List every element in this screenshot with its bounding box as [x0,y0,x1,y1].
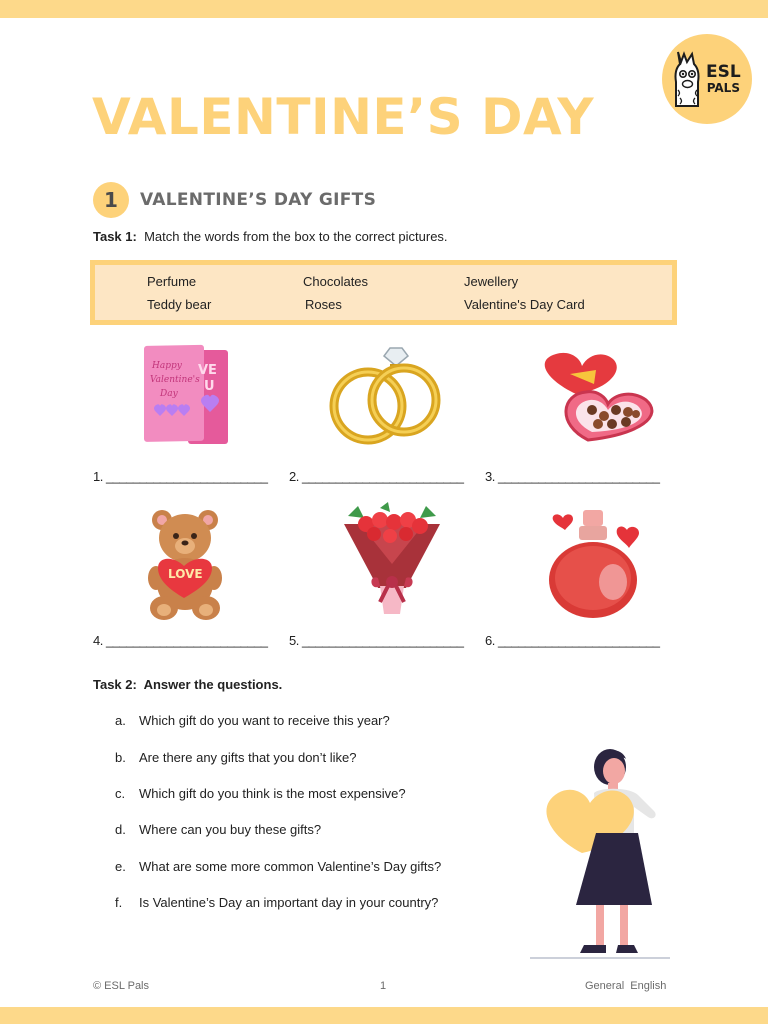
question-a [115,713,390,728]
answer-blank-1[interactable]: 1. ________________________ [93,469,268,484]
page-title: VALENTINE’S DAY [92,88,595,146]
answer-blank-4[interactable]: 4. ________________________ [93,633,268,648]
word-box-item: Roses [305,297,342,312]
card-text-line2: Valentine's [150,375,200,385]
section-number-badge: 1 [93,182,129,218]
llama-logo-icon [670,48,706,110]
question-text: What are some more common Valentine’s Day gifts? [139,859,442,874]
question-text: Is Valentine’s Day an important day in your country? [139,895,439,910]
question-letter: c. [115,786,126,801]
teddy-bear-picture [146,508,226,627]
answer-blank-6[interactable]: 6. ________________________ [485,633,660,648]
word-box-item: Chocolates [303,274,369,289]
word-box-item: Jewellery [464,274,519,289]
question-c [115,786,406,801]
top-accent-bar [0,0,768,18]
task1-label: Task 1: [93,229,137,244]
answer-blank-3[interactable]: 3. ________________________ [485,469,660,484]
section-title: VALENTINE’S DAY GIFTS [140,190,377,210]
esl-pals-logo [662,34,752,124]
answer-blank-2[interactable]: 2. ________________________ [289,469,464,484]
word-box-item: Teddy bear [147,297,212,312]
question-text: Which gift do you think is the most expensive? [139,786,406,801]
question-letter: a. [115,713,126,728]
footer-course: General English [585,980,667,992]
girl-heart-icon [530,745,670,961]
logo-text-pals: PALS [706,81,740,95]
teddy-bear-icon [146,508,226,622]
answer-blank-5[interactable]: 5. ________________________ [289,633,464,648]
roses-bouquet-picture [340,502,444,623]
question-text: Which gift do you want to receive this year? [139,713,390,728]
question-b [115,750,357,765]
question-f [115,895,438,910]
bottom-accent-bar [0,1007,768,1024]
question-text: Are there any gifts that you don’t like? [139,750,357,765]
roses-bouquet-icon [340,502,444,618]
question-text: Where can you buy these gifts? [139,822,322,837]
task1-instruction [93,229,448,244]
rings-icon [328,342,448,448]
teddy-heart-text: LOVE [168,567,203,581]
word-box-item: Valentine's Day Card [464,297,585,312]
task2-text: Answer the questions. [143,677,283,692]
task2-instruction [93,677,282,692]
valentine-card-picture [138,342,234,453]
svg-text:U: U [204,379,215,394]
footer-page-number: 1 [380,980,387,992]
footer-copyright: © ESL Pals [93,980,149,992]
question-letter: d. [115,822,126,837]
word-box-item: Perfume [147,274,197,289]
word-box [90,260,677,325]
girl-holding-heart-illustration [530,745,670,966]
perfume-bottle-icon [543,508,647,620]
question-letter: f. [115,895,123,910]
card-text-line3: Day [160,389,178,399]
chocolate-box-picture [536,350,660,455]
rings-picture [328,342,448,453]
question-e [115,859,441,874]
logo-text-esl: ESL [706,62,741,82]
chocolate-box-icon [536,350,660,450]
task2-label: Task 2: [93,677,137,692]
task1-text: Match the words from the box to the correct pictures. [144,229,448,244]
valentine-card-icon [138,342,234,448]
perfume-bottle-picture [543,508,647,625]
question-d [115,822,321,837]
question-letter: b. [115,750,126,765]
card-side-text: VE [198,363,217,378]
question-letter: e. [115,859,126,874]
card-text-line1: Happy [152,361,182,371]
